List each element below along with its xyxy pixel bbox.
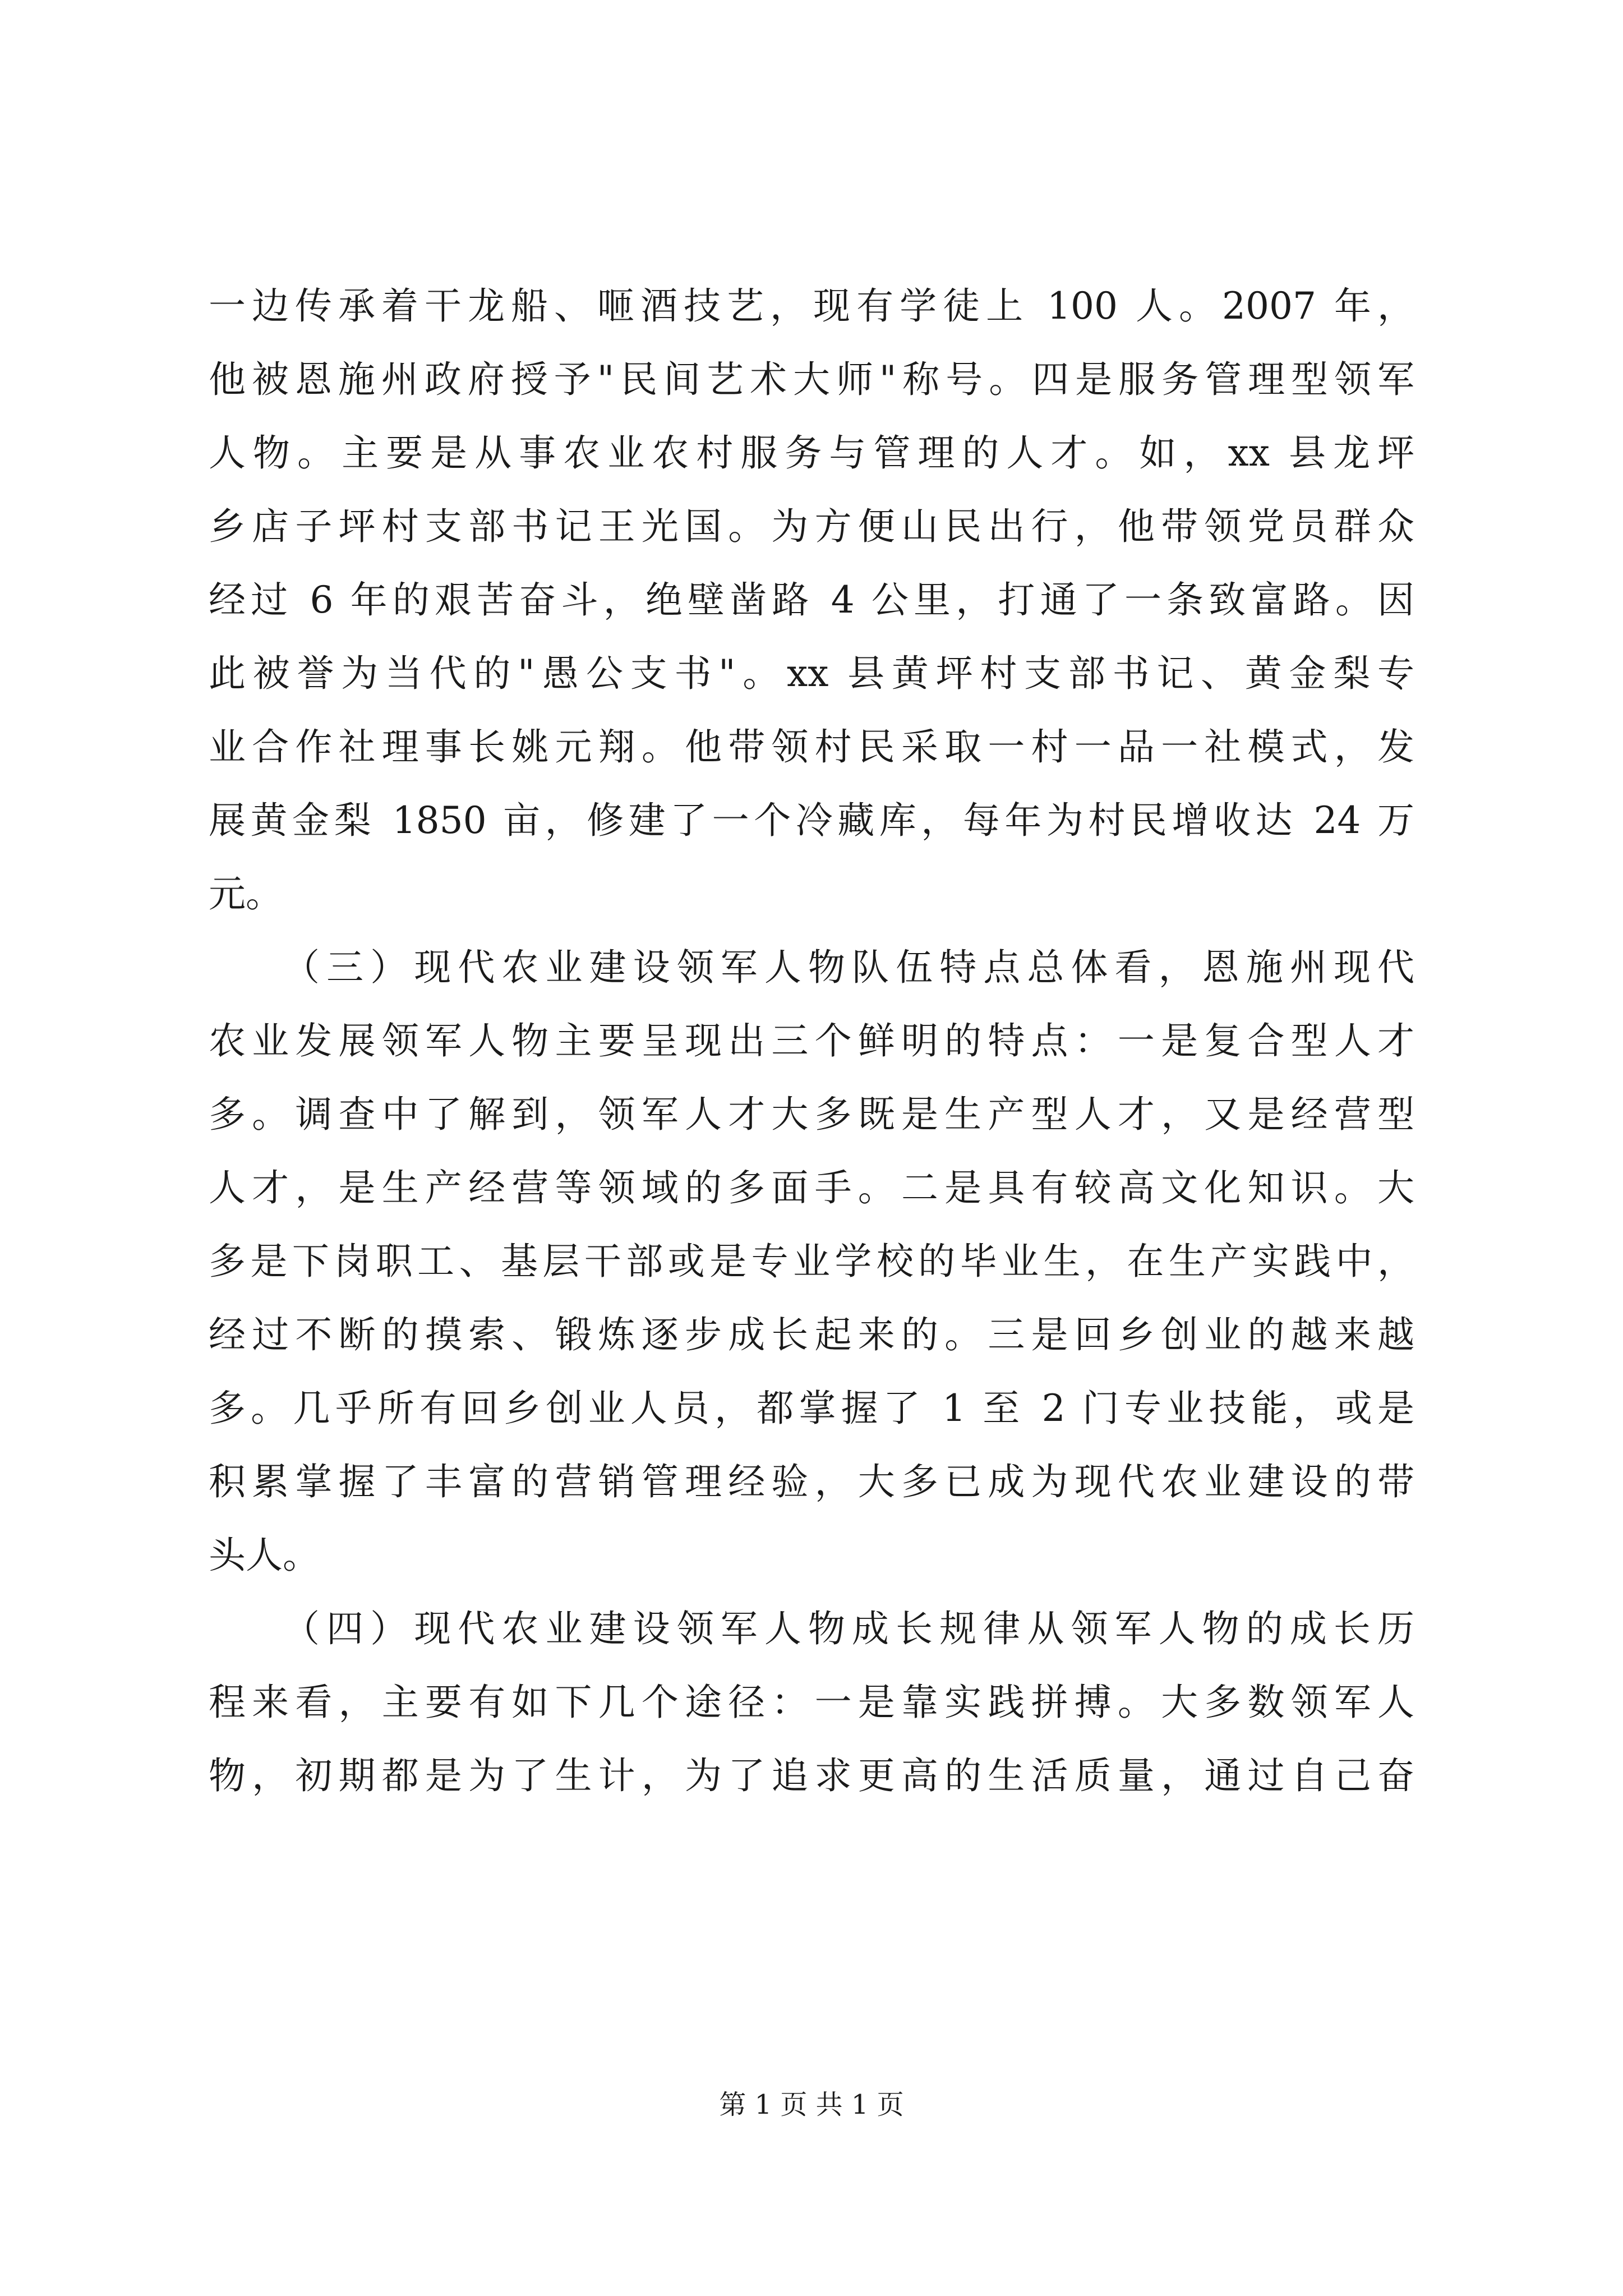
text-line: 展黄金梨 1850 亩，修建了一个冷藏库，每年为村民增收达 24 万 [209, 799, 1414, 842]
text-line: 物，初期都是为了生计，为了追求更高的生活质量，通过自己奋 [209, 1754, 1414, 1797]
page-number-label: 第 1 页 共 1 页 [719, 2089, 904, 2120]
text-line: 积累掌握了丰富的营销管理经验，大多已成为现代农业建设的带 [209, 1460, 1414, 1503]
section-heading-line: （三）现代农业建设领军人物队伍特点总体看，恩施州现代 [283, 946, 1414, 989]
text-line: 经过不断的摸索、锻炼逐步成长起来的。三是回乡创业的越来越 [209, 1313, 1414, 1356]
text-line: 多。调查中了解到，领军人才大多既是生产型人才，又是经营型 [209, 1093, 1414, 1136]
text-line: 元。 [209, 872, 283, 915]
text-line: 一边传承着干龙船、咂酒技艺，现有学徒上 100 人。2007 年， [209, 284, 1414, 328]
text-line: 程来看，主要有如下几个途径：一是靠实践拼搏。大多数领军人 [209, 1681, 1414, 1724]
text-line: 此被誉为当代的"愚公支书"。xx 县黄坪村支部书记、黄金梨专 [209, 652, 1414, 695]
text-line: 经过 6 年的艰苦奋斗，绝壁凿路 4 公里，打通了一条致富路。因 [209, 578, 1414, 622]
text-line: 人物。主要是从事农业农村服务与管理的人才。如，xx 县龙坪 [209, 431, 1414, 475]
section-heading-line: （四）现代农业建设领军人物成长规律从领军人物的成长历 [283, 1607, 1414, 1650]
text-line: 多。几乎所有回乡创业人员，都掌握了 1 至 2 门专业技能，或是 [209, 1387, 1414, 1430]
text-line: 业合作社理事长姚元翔。他带领村民采取一村一品一社模式，发 [209, 725, 1414, 769]
text-line: 多是下岗职工、基层干部或是专业学校的毕业生，在生产实践中， [209, 1240, 1414, 1283]
page-footer [0, 2088, 1623, 2122]
text-line: 头人。 [209, 1534, 320, 1577]
text-line: 农业发展领军人物主要呈现出三个鲜明的特点：一是复合型人才 [209, 1019, 1414, 1062]
text-line: 乡店子坪村支部书记王光国。为方便山民出行，他带领党员群众 [209, 505, 1414, 548]
document-body [209, 269, 1414, 1812]
text-line: 他被恩施州政府授予"民间艺术大师"称号。四是服务管理型领军 [209, 358, 1414, 401]
text-line: 人才，是生产经营等领域的多面手。二是具有较高文化知识。大 [209, 1166, 1414, 1209]
